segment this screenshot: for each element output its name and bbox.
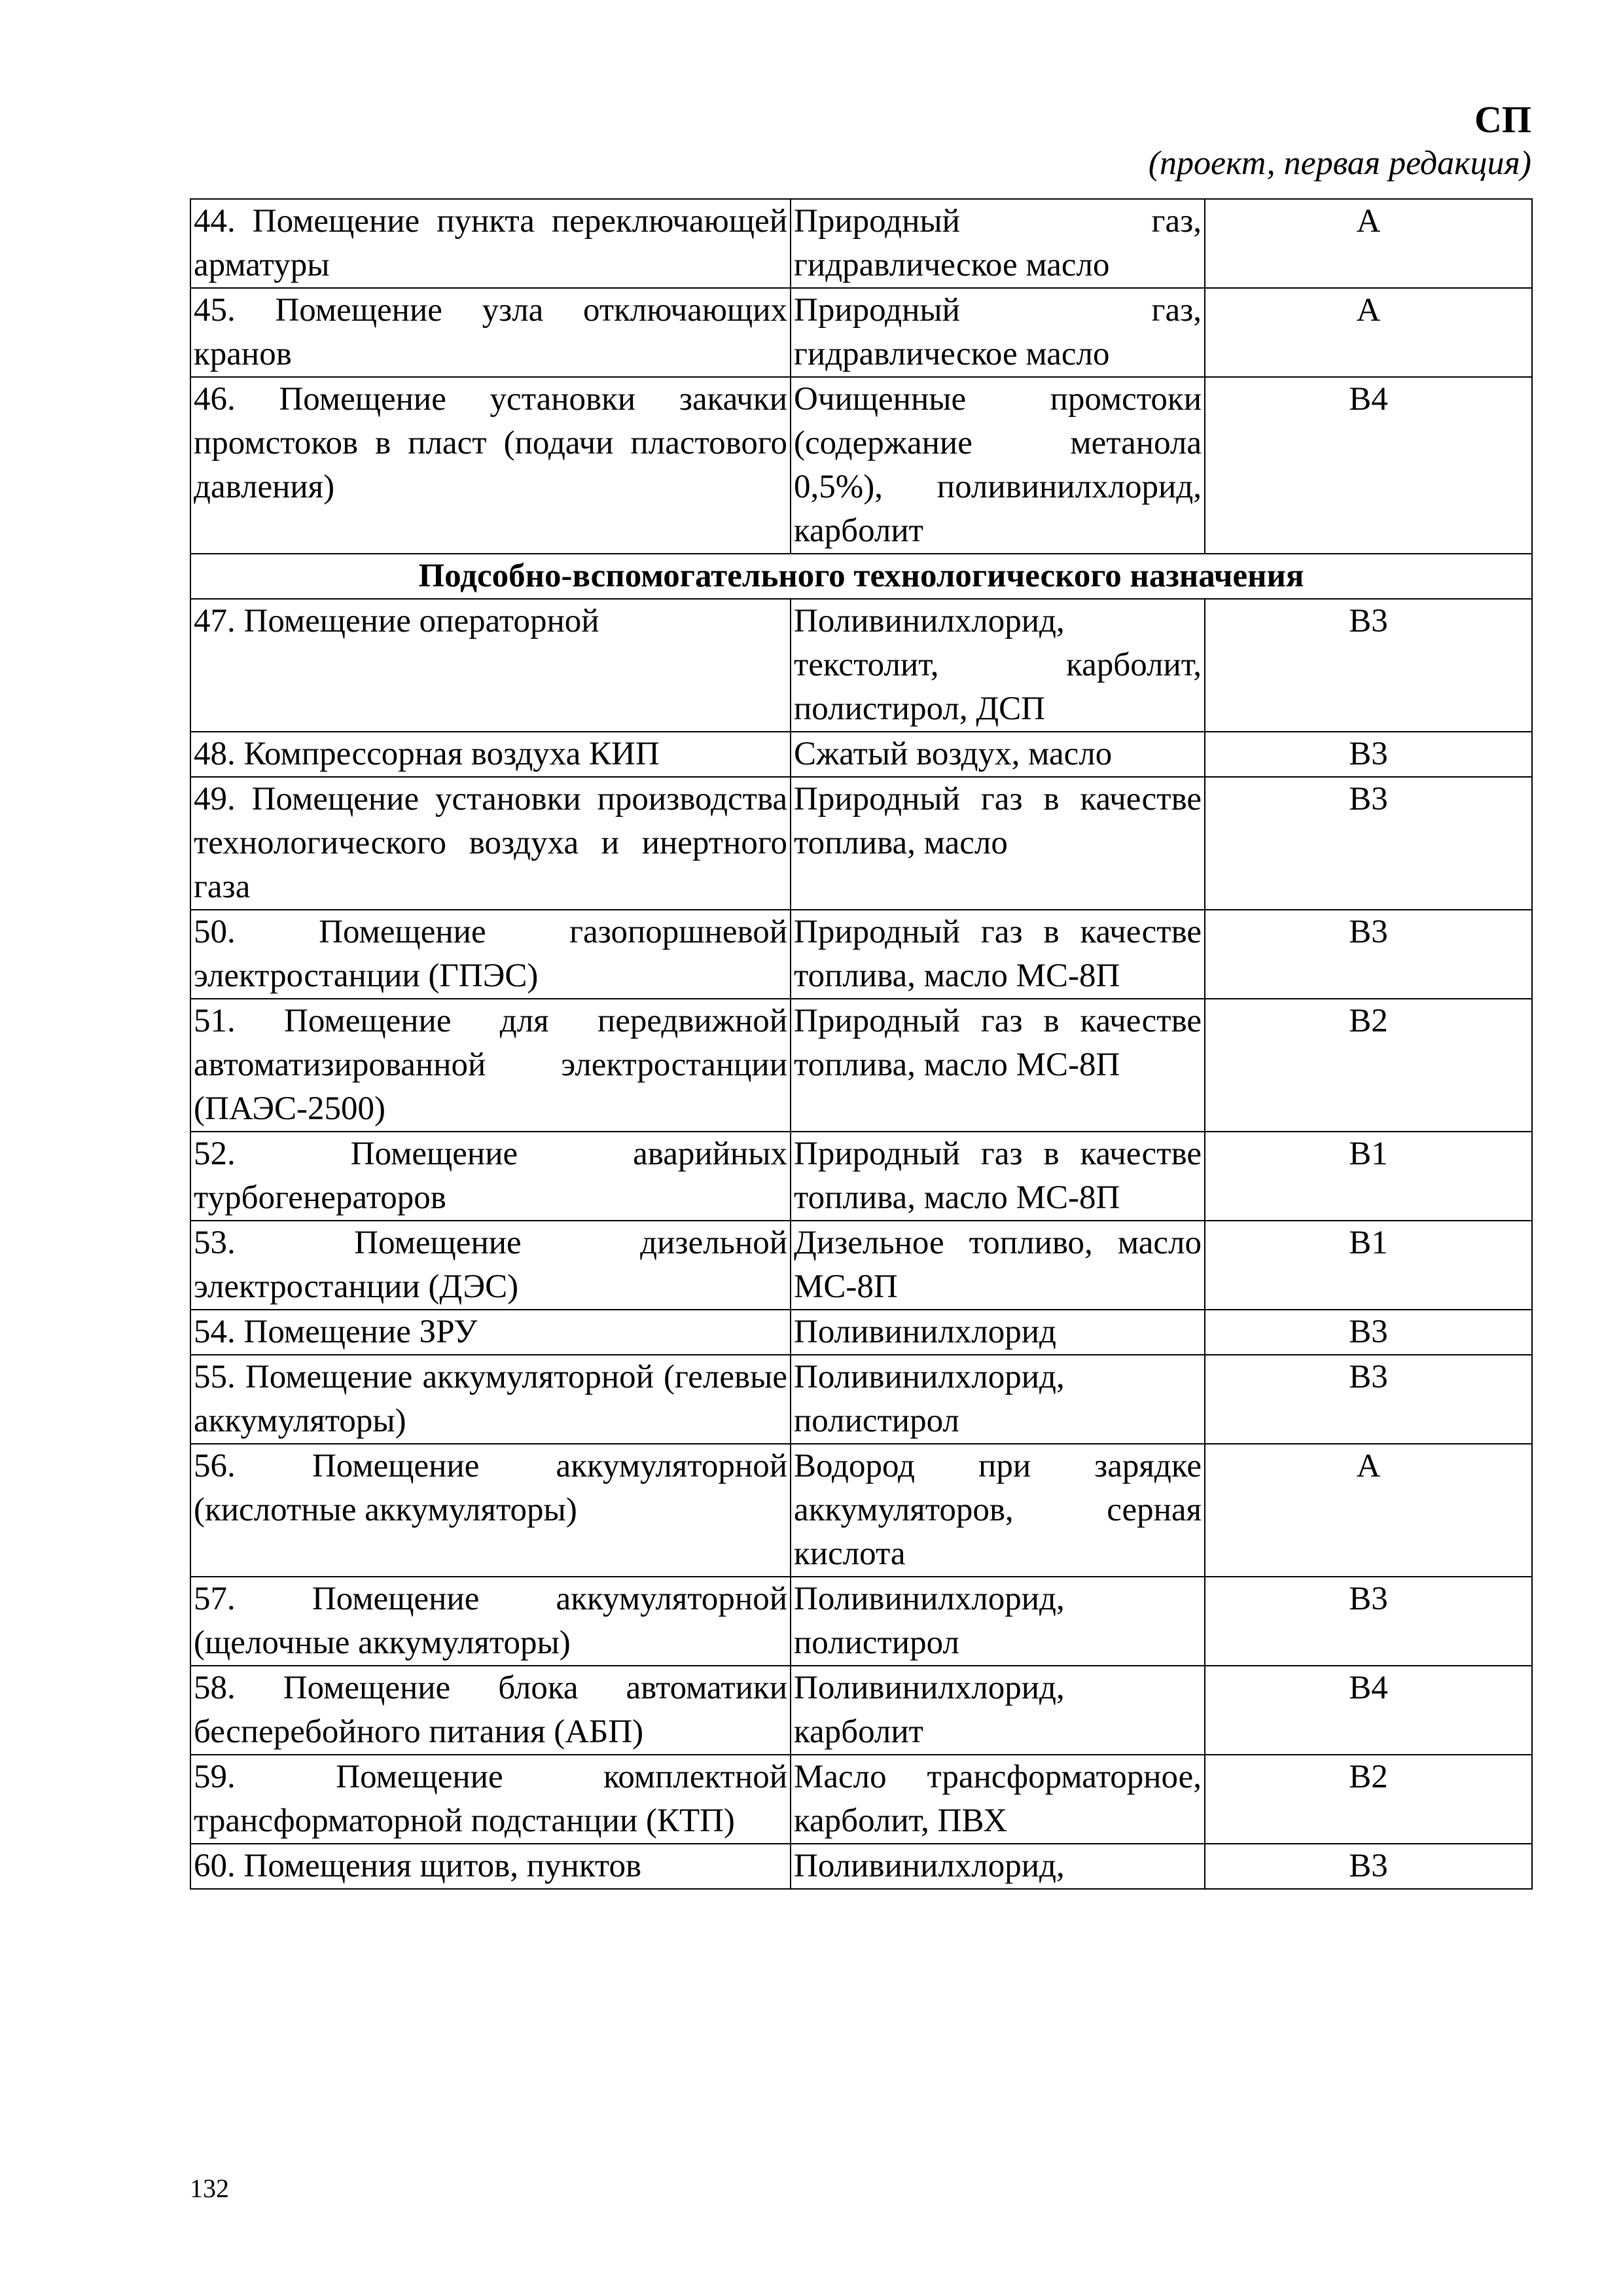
substance-cell: Поливинилхлорид, (791, 1844, 1205, 1889)
table-row (190, 377, 1532, 554)
room-name-cell: 51. Помещение для передвижной автоматизированной электростанции (ПАЭС-2500) (190, 999, 791, 1132)
category-cell: В1 (1205, 1221, 1532, 1310)
substance-cell: Природный газ в качестве топлива, масло МС-8П (791, 1132, 1205, 1221)
table-row (190, 1310, 1532, 1355)
substance-cell: Поливинилхлорид, полистирол (791, 1577, 1205, 1666)
table-row (190, 1444, 1532, 1577)
table-row (190, 1132, 1532, 1221)
category-cell: В3 (1205, 599, 1532, 732)
category-cell: В4 (1205, 1666, 1532, 1755)
substance-cell: Природный газ, гидравлическое масло (791, 199, 1205, 288)
substance-cell: Природный газ в качестве топлива, масло МС-8П (791, 999, 1205, 1132)
room-name-cell: 44. Помещение пункта переключающей арматуры (190, 199, 791, 288)
table-row (190, 1844, 1532, 1889)
substance-cell: Поливинилхлорид, текстолит, карболит, полистирол, ДСП (791, 599, 1205, 732)
category-cell: В3 (1205, 1577, 1532, 1666)
room-name-cell: 52. Помещение аварийных турбогенераторов (190, 1132, 791, 1221)
table-row (190, 910, 1532, 999)
table-row (190, 999, 1532, 1132)
category-cell: А (1205, 199, 1532, 288)
table-row (190, 1666, 1532, 1755)
substance-cell: Водород при зарядке аккумуляторов, серная кислота (791, 1444, 1205, 1577)
room-name-cell: 59. Помещение комплектной трансформаторной подстанции (КТП) (190, 1755, 791, 1844)
section-title: Подсобно-вспомогательного технологического назначения (190, 554, 1532, 599)
substance-cell: Дизельное топливо, масло МС-8П (791, 1221, 1205, 1310)
category-cell: В2 (1205, 1755, 1532, 1844)
room-name-cell: 45. Помещение узла отключающих кранов (190, 288, 791, 377)
category-cell: В2 (1205, 999, 1532, 1132)
category-cell: В3 (1205, 777, 1532, 910)
room-name-cell: 57. Помещение аккумуляторной (щелочные аккумуляторы) (190, 1577, 791, 1666)
document-code: СП (1474, 98, 1531, 141)
substance-cell: Поливинилхлорид, карболит (791, 1666, 1205, 1755)
table-row (190, 599, 1532, 732)
room-name-cell: 60. Помещения щитов, пунктов (190, 1844, 791, 1889)
substance-cell: Очищенные промстоки (содержание метанола 0,5%), поливинилхлорид, карболит (791, 377, 1205, 554)
table-row (190, 1577, 1532, 1666)
table-body (190, 199, 1532, 1889)
substance-cell: Поливинилхлорид (791, 1310, 1205, 1355)
table-row (190, 199, 1532, 288)
room-name-cell: 54. Помещение ЗРУ (190, 1310, 791, 1355)
substance-cell: Сжатый воздух, масло (791, 732, 1205, 777)
table-row (190, 732, 1532, 777)
category-cell: В4 (1205, 377, 1532, 554)
table-row (190, 1755, 1532, 1844)
document-status: (проект, первая редакция) (1148, 145, 1531, 182)
page-number: 132 (190, 2174, 229, 2203)
page-header (1149, 97, 1531, 185)
room-name-cell: 55. Помещение аккумуляторной (гелевые аккумуляторы) (190, 1355, 791, 1444)
room-name-cell: 53. Помещение дизельной электростанции (ДЭС) (190, 1221, 791, 1310)
category-cell: В3 (1205, 1310, 1532, 1355)
category-cell: В3 (1205, 1844, 1532, 1889)
room-name-cell: 48. Компрессорная воздуха КИП (190, 732, 791, 777)
substance-cell: Масло трансформаторное, карболит, ПВХ (791, 1755, 1205, 1844)
room-name-cell: 47. Помещение операторной (190, 599, 791, 732)
premises-category-table (190, 198, 1533, 1890)
category-cell: В3 (1205, 732, 1532, 777)
category-cell: А (1205, 288, 1532, 377)
substance-cell: Природный газ в качестве топлива, масло МС-8П (791, 910, 1205, 999)
category-cell: В1 (1205, 1132, 1532, 1221)
substance-cell: Поливинилхлорид, полистирол (791, 1355, 1205, 1444)
table-row (190, 1221, 1532, 1310)
room-name-cell: 58. Помещение блока автоматики бесперебойного питания (АБП) (190, 1666, 791, 1755)
category-cell: А (1205, 1444, 1532, 1577)
room-name-cell: 50. Помещение газопоршневой электростанции (ГПЭС) (190, 910, 791, 999)
table-row (190, 288, 1532, 377)
room-name-cell: 49. Помещение установки производства технологического воздуха и инертного газа (190, 777, 791, 910)
category-cell: В3 (1205, 910, 1532, 999)
category-cell: В3 (1205, 1355, 1532, 1444)
substance-cell: Природный газ, гидравлическое масло (791, 288, 1205, 377)
table-row (190, 1355, 1532, 1444)
substance-cell: Природный газ в качестве топлива, масло (791, 777, 1205, 910)
table-row (190, 777, 1532, 910)
room-name-cell: 46. Помещение установки закачки промстоков в пласт (подачи пластового давления) (190, 377, 791, 554)
room-name-cell: 56. Помещение аккумуляторной (кислотные аккумуляторы) (190, 1444, 791, 1577)
section-header-row (190, 554, 1532, 599)
